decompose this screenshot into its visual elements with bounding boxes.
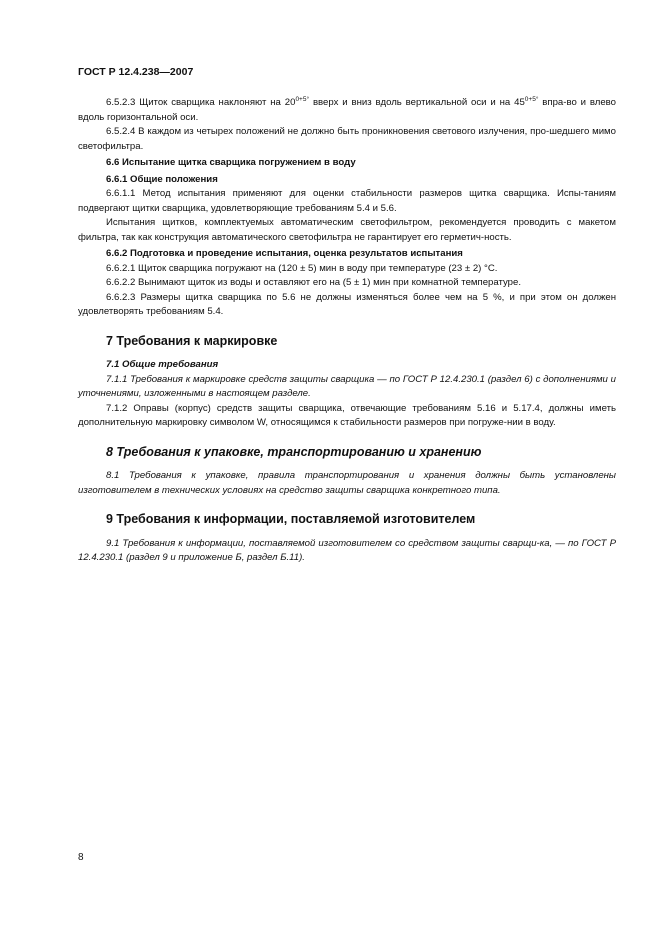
text-part: вверх и вниз вдоль вертикальной оси и на 45	[309, 97, 525, 108]
section-7-heading: 7 Требования к маркировке	[106, 333, 278, 348]
page-number: 8	[78, 852, 84, 863]
heading-7-1: 7.1 Общие требования	[106, 359, 219, 370]
section-9-heading: 9 Требования к информации, поставляемой изготовителем	[106, 512, 476, 526]
paragraph-8-1: 8.1 Требования к упаковке, правила транспортирования и хранения должны быть установлены изготовителем в технических условиях на средство защиты сварщика конкретного типа.	[78, 470, 616, 496]
text-part: впра-во и влево вдоль горизонтальной оси.	[78, 97, 616, 123]
paragraph-6-6-1-1-b: Испытания щитков, комплектуемых автоматическим светофильтром, рекомендуется проводить с макетом фильтра, так как конструкция автоматического светофильтра не гарантирует его герметич-ность.	[78, 217, 616, 243]
section-8-heading: 8 Требования к упаковке, транспортированию и хранению	[106, 444, 482, 459]
superscript: 0+5°	[524, 95, 539, 103]
heading-6-6-2: 6.6.2 Подготовка и проведение испытания, оценка результатов испытания	[106, 248, 463, 259]
paragraph-9-1: 9.1 Требования к информации, поставляемой изготовителем со средством защиты сварщи-ка, — по ГОСТ Р 12.4.230.1 (раздел 9 и приложение Б, раздел Б.11).	[78, 537, 616, 563]
paragraph-6-6-2-3: 6.6.2.3 Размеры щитка сварщика по 5.6 не должны изменяться более чем на 5 %, и при этом он должен удовлетворять требованиям 5.4.	[78, 291, 616, 317]
document-header: ГОСТ Р 12.4.238—2007	[78, 66, 194, 78]
paragraph-6-5-2-4: 6.5.2.4 В каждом из четырех положений не должно быть проникновения светового излучения, про-шедшего мимо светофильтра.	[78, 126, 616, 152]
superscript: 0+5°	[295, 95, 310, 103]
paragraph-6-6-2-2: 6.6.2.2 Вынимают щиток из воды и оставляют его на (5 ± 1) мин при комнатной температуре.	[106, 277, 522, 288]
paragraph-6-6-1-1: 6.6.1.1 Метод испытания применяют для оценки стабильности размеров щитка сварщика. Испы-таниям подвергают щитки сварщика, удовлетворяющие требованиям 5.4 и 5.6.	[78, 188, 616, 214]
paragraph-7-1-2: 7.1.2 Оправы (корпус) средств защиты сварщика, отвечающие требованиям 5.16 и 5.17.4, должны иметь дополнительную маркировку символом W, относящимся к стабильности размеров при погруже-нии в воду.	[78, 402, 616, 428]
paragraph-6-6-2-1: 6.6.2.1 Щиток сварщика погружают на (120 ± 5) мин в воду при температуре (23 ± 2) °С.	[106, 262, 498, 274]
heading-6-6-1: 6.6.1 Общие положения	[106, 173, 218, 185]
paragraph-6-5-2-3	[78, 96, 616, 125]
text-part: 6.5.2.3 Щиток сварщика наклоняют на 20	[106, 97, 296, 108]
paragraph-7-1-1: 7.1.1 Требования к маркировке средств защиты сварщика — по ГОСТ Р 12.4.230.1 (раздел 6) с дополнениями и уточнениями, изложенными в настоящем разделе.	[78, 373, 616, 399]
heading-6-6: 6.6 Испытание щитка сварщика погружением в воду	[106, 157, 356, 168]
page-body	[78, 96, 616, 566]
